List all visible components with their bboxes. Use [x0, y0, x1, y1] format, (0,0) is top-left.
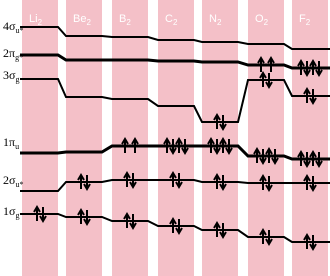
molecule-label-f2: $F_2$ [299, 13, 311, 27]
orbital-labels [3, 19, 23, 220]
molecule-column-f2 [292, 0, 328, 276]
molecule-label-c2: $C_2$ [165, 13, 178, 27]
molecule-column-c2 [158, 0, 194, 276]
orbital-label-1pu: $1\pi_u$ [3, 135, 20, 151]
orbital-label-3sg: $3\sigma_g$ [3, 68, 20, 84]
molecule-label-b2: $B_2$ [119, 13, 131, 27]
orbital-label-2pg: $2\pi_{g*}$ [3, 46, 24, 62]
molecule-label-o2: $O_2$ [255, 13, 269, 27]
molecule-column-li2 [22, 0, 58, 276]
molecule-column-be2 [66, 0, 102, 276]
molecule-column-b2 [112, 0, 148, 276]
molecule-label-be2: $Be_2$ [73, 13, 91, 27]
orbital-label-4su: $4\sigma_{u*}$ [3, 19, 24, 35]
orbital-label-2su: $2\sigma_{u*}$ [3, 173, 24, 189]
molecule-label-li2: $Li_2$ [29, 13, 43, 27]
molecule-label-n2: $N_2$ [209, 13, 222, 27]
molecule-columns [22, 0, 328, 276]
orbital-label-1sg: $1\sigma_g$ [3, 204, 20, 220]
